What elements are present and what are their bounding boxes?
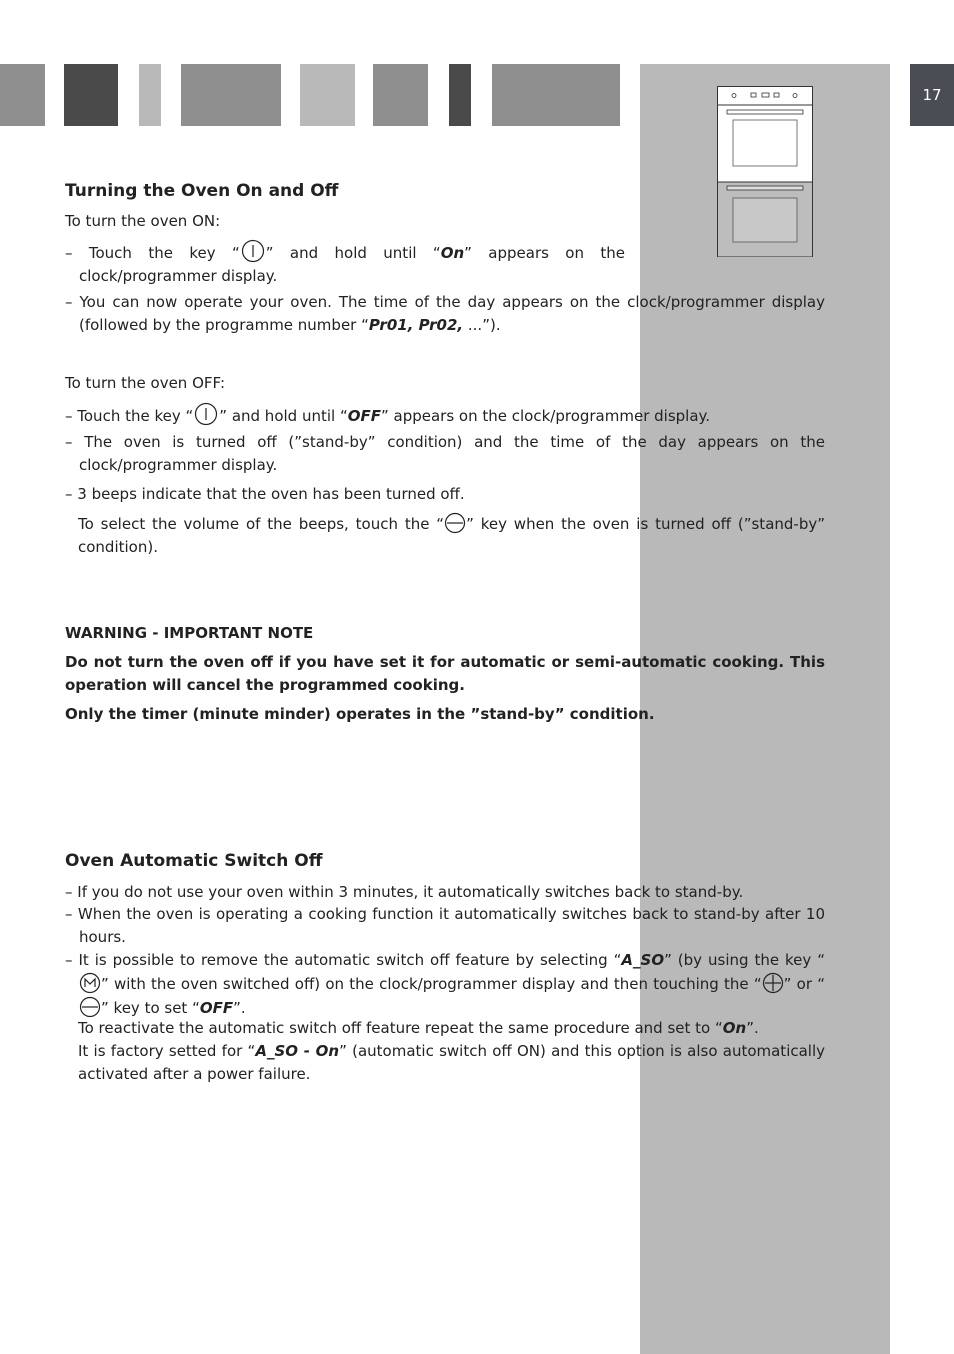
warning-title: WARNING - IMPORTANT NOTE bbox=[65, 624, 314, 642]
on-step-2: – You can now operate your oven. The time of the day appears on the clock/programmer display (followed by the programme number “Pr01, Pr02, ...”). bbox=[65, 293, 825, 334]
header-block bbox=[373, 64, 428, 126]
header-block bbox=[0, 64, 45, 126]
section-title-auto-off: Oven Automatic Switch Off bbox=[65, 851, 323, 871]
power-key-icon bbox=[193, 402, 219, 426]
minus-key-icon bbox=[79, 996, 101, 1018]
header-block bbox=[64, 64, 118, 126]
off-step-1: – Touch the key “ ” and hold until “OFF” appears on the clock/programmer display. bbox=[65, 402, 825, 428]
warning-line-1: Do not turn the oven off if you have set it for automatic or semi-automatic cooking. This operation will cancel the programmed cooking. bbox=[65, 653, 825, 694]
auto-off-item-1: – If you do not use your oven within 3 minutes, it automatically switches back to stand-by. bbox=[65, 883, 744, 901]
reactivate-note: To reactivate the automatic switch off feature repeat the same procedure and set to “On”. bbox=[78, 1019, 759, 1037]
header-block bbox=[492, 64, 620, 126]
m-key-icon bbox=[79, 972, 101, 994]
header-block bbox=[300, 64, 355, 126]
off-step-3: – 3 beeps indicate that the oven has been turned off. bbox=[65, 485, 465, 503]
auto-off-item-3: – It is possible to remove the automatic switch off feature by selecting “A_SO” (by using the key “” with the oven switched off) on the clock/programmer display and then touching the “ ” or “” key to set “OFF”. bbox=[65, 951, 825, 1017]
factory-note: It is factory setted for “A_SO - On” (automatic switch off ON) and this option is also automatically activated after a power failure. bbox=[78, 1042, 826, 1083]
volume-note: To select the volume of the beeps, touch the “ ” key when the oven is turned off (”stand-by” condition). bbox=[78, 512, 825, 559]
warning-line-2: Only the timer (minute minder) operates in the ”stand-by” condition. bbox=[65, 705, 655, 723]
off-step-2: – The oven is turned off (”stand-by” condition) and the time of the day appears on the clock/programmer display. bbox=[65, 433, 825, 474]
auto-off-item-2: – When the oven is operating a cooking function it automatically switches back to stand-by after 10 hours. bbox=[65, 905, 825, 946]
header-block bbox=[139, 64, 161, 126]
minus-key-icon bbox=[444, 512, 466, 534]
header-block bbox=[181, 64, 281, 126]
section-title-on-off: Turning the Oven On and Off bbox=[65, 181, 339, 201]
header-block bbox=[449, 64, 471, 126]
plus-key-icon bbox=[762, 972, 784, 994]
page-number: 17 bbox=[910, 64, 954, 126]
power-key-icon bbox=[240, 239, 266, 263]
off-intro: To turn the oven OFF: bbox=[65, 374, 226, 392]
on-step-1: – Touch the key “ ” and hold until “On” appears on the clock/programmer display. bbox=[65, 239, 625, 288]
on-intro: To turn the oven ON: bbox=[65, 212, 221, 230]
